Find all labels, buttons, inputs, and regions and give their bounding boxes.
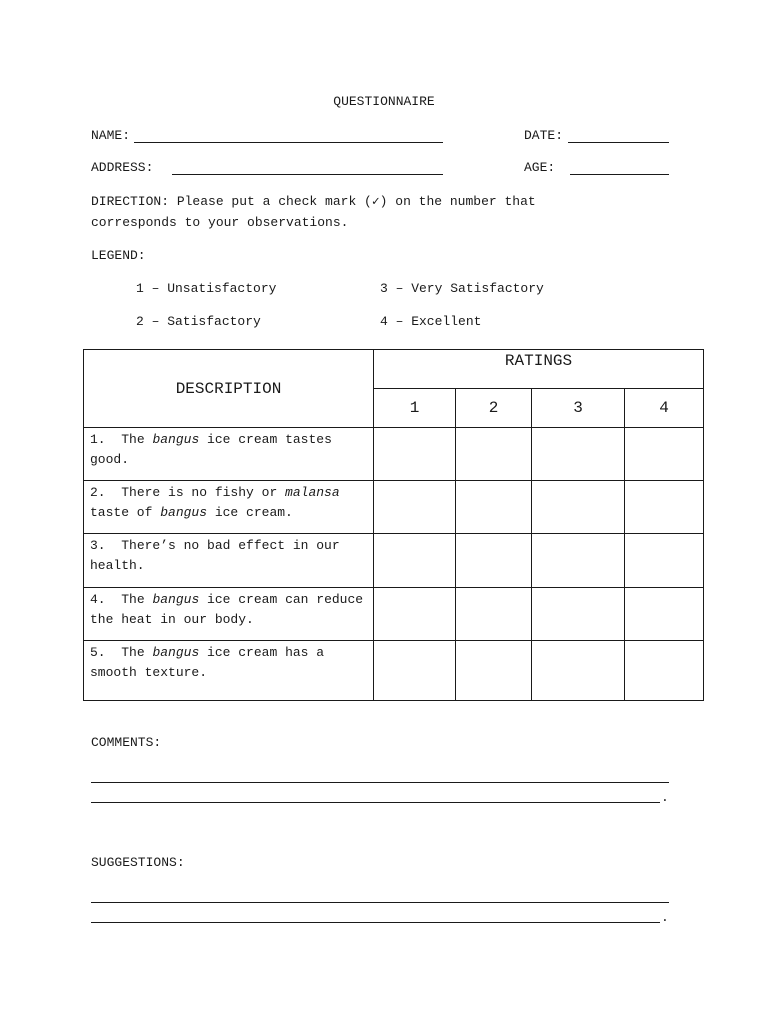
- row-1-rating-4-cell[interactable]: [625, 428, 704, 481]
- row-2-description: [84, 481, 374, 534]
- table-row: [84, 481, 704, 534]
- date-label: DATE:: [524, 128, 564, 143]
- row-text: taste of: [90, 505, 161, 520]
- row-text: There’s no bad effect in our health.: [90, 538, 340, 573]
- row-text: The: [121, 592, 153, 607]
- table-row: [84, 641, 704, 701]
- date-field[interactable]: [568, 142, 669, 143]
- row-italic-text: bangus: [152, 432, 200, 447]
- row-italic-text: malansa: [285, 485, 340, 500]
- row-2-rating-3-cell[interactable]: [532, 481, 625, 534]
- row-number: 5.: [90, 645, 106, 660]
- rating-column-2: 2: [456, 389, 532, 428]
- row-text: ice cream can reduce the heat in our body.: [90, 592, 364, 627]
- row-3-rating-3-cell[interactable]: [532, 534, 625, 588]
- direction-line-2: corresponds to your observations.: [91, 215, 349, 230]
- row-4-rating-4-cell[interactable]: [625, 588, 704, 641]
- row-2-rating-4-cell[interactable]: [625, 481, 704, 534]
- age-label: AGE:: [524, 160, 556, 175]
- row-text: ice cream.: [207, 505, 293, 520]
- row-4-rating-2-cell[interactable]: [456, 588, 532, 641]
- comments-line-1[interactable]: [91, 782, 669, 783]
- row-italic-text: bangus: [160, 505, 208, 520]
- table-row: [84, 588, 704, 641]
- row-5-rating-1-cell[interactable]: [374, 641, 456, 701]
- address-field[interactable]: [172, 174, 443, 175]
- comments-period: .: [661, 790, 669, 805]
- description-header: DESCRIPTION: [84, 350, 374, 428]
- row-5-rating-2-cell[interactable]: [456, 641, 532, 701]
- rating-column-4: 4: [625, 389, 704, 428]
- row-3-rating-2-cell[interactable]: [456, 534, 532, 588]
- row-4-rating-3-cell[interactable]: [532, 588, 625, 641]
- legend-item-3: 3 – Very Satisfactory: [380, 281, 544, 296]
- legend-item-4: 4 – Excellent: [380, 314, 482, 329]
- row-4-rating-1-cell[interactable]: [374, 588, 456, 641]
- row-italic-text: bangus: [152, 592, 200, 607]
- row-number: 2.: [90, 485, 106, 500]
- table-row: [84, 428, 704, 481]
- row-4-description: [84, 588, 374, 641]
- suggestions-line-1[interactable]: [91, 902, 669, 903]
- row-3-rating-1-cell[interactable]: [374, 534, 456, 588]
- row-1-rating-1-cell[interactable]: [374, 428, 456, 481]
- rating-column-3: 3: [532, 389, 625, 428]
- row-text: ice cream has a smooth texture.: [90, 645, 325, 680]
- comments-label: COMMENTS:: [91, 735, 162, 750]
- row-1-rating-2-cell[interactable]: [456, 428, 532, 481]
- row-1-description: [84, 428, 374, 481]
- row-number: 3.: [90, 538, 106, 553]
- rating-column-1: 1: [374, 389, 456, 428]
- suggestions-label: SUGGESTIONS:: [91, 855, 185, 870]
- legend-item-1: 1 – Unsatisfactory: [136, 281, 277, 296]
- age-field[interactable]: [570, 174, 669, 175]
- row-number: 4.: [90, 592, 106, 607]
- row-text: The: [121, 432, 153, 447]
- row-text: There is no fishy or: [121, 485, 286, 500]
- page-title: QUESTIONNAIRE: [333, 94, 435, 109]
- address-label: ADDRESS:: [91, 160, 154, 175]
- row-number: 1.: [90, 432, 106, 447]
- row-2-rating-2-cell[interactable]: [456, 481, 532, 534]
- name-field[interactable]: [134, 142, 443, 143]
- suggestions-line-2[interactable]: [91, 922, 660, 923]
- row-3-description: [84, 534, 374, 588]
- suggestions-period: .: [661, 910, 669, 925]
- name-label: NAME:: [91, 128, 131, 143]
- direction-line-1: DIRECTION: Please put a check mark (✓) on the number that: [91, 194, 536, 209]
- ratings-header: RATINGS: [374, 350, 704, 389]
- row-text: The: [121, 645, 153, 660]
- row-5-description: [84, 641, 374, 701]
- row-italic-text: bangus: [152, 645, 200, 660]
- row-2-rating-1-cell[interactable]: [374, 481, 456, 534]
- row-1-rating-3-cell[interactable]: [532, 428, 625, 481]
- legend-item-2: 2 – Satisfactory: [136, 314, 261, 329]
- row-text: ice cream tastes good.: [90, 432, 332, 467]
- row-5-rating-4-cell[interactable]: [625, 641, 704, 701]
- legend-heading: LEGEND:: [91, 248, 146, 263]
- row-3-rating-4-cell[interactable]: [625, 534, 704, 588]
- row-5-rating-3-cell[interactable]: [532, 641, 625, 701]
- comments-line-2[interactable]: [91, 802, 660, 803]
- ratings-table: [83, 349, 704, 701]
- table-row: [84, 534, 704, 588]
